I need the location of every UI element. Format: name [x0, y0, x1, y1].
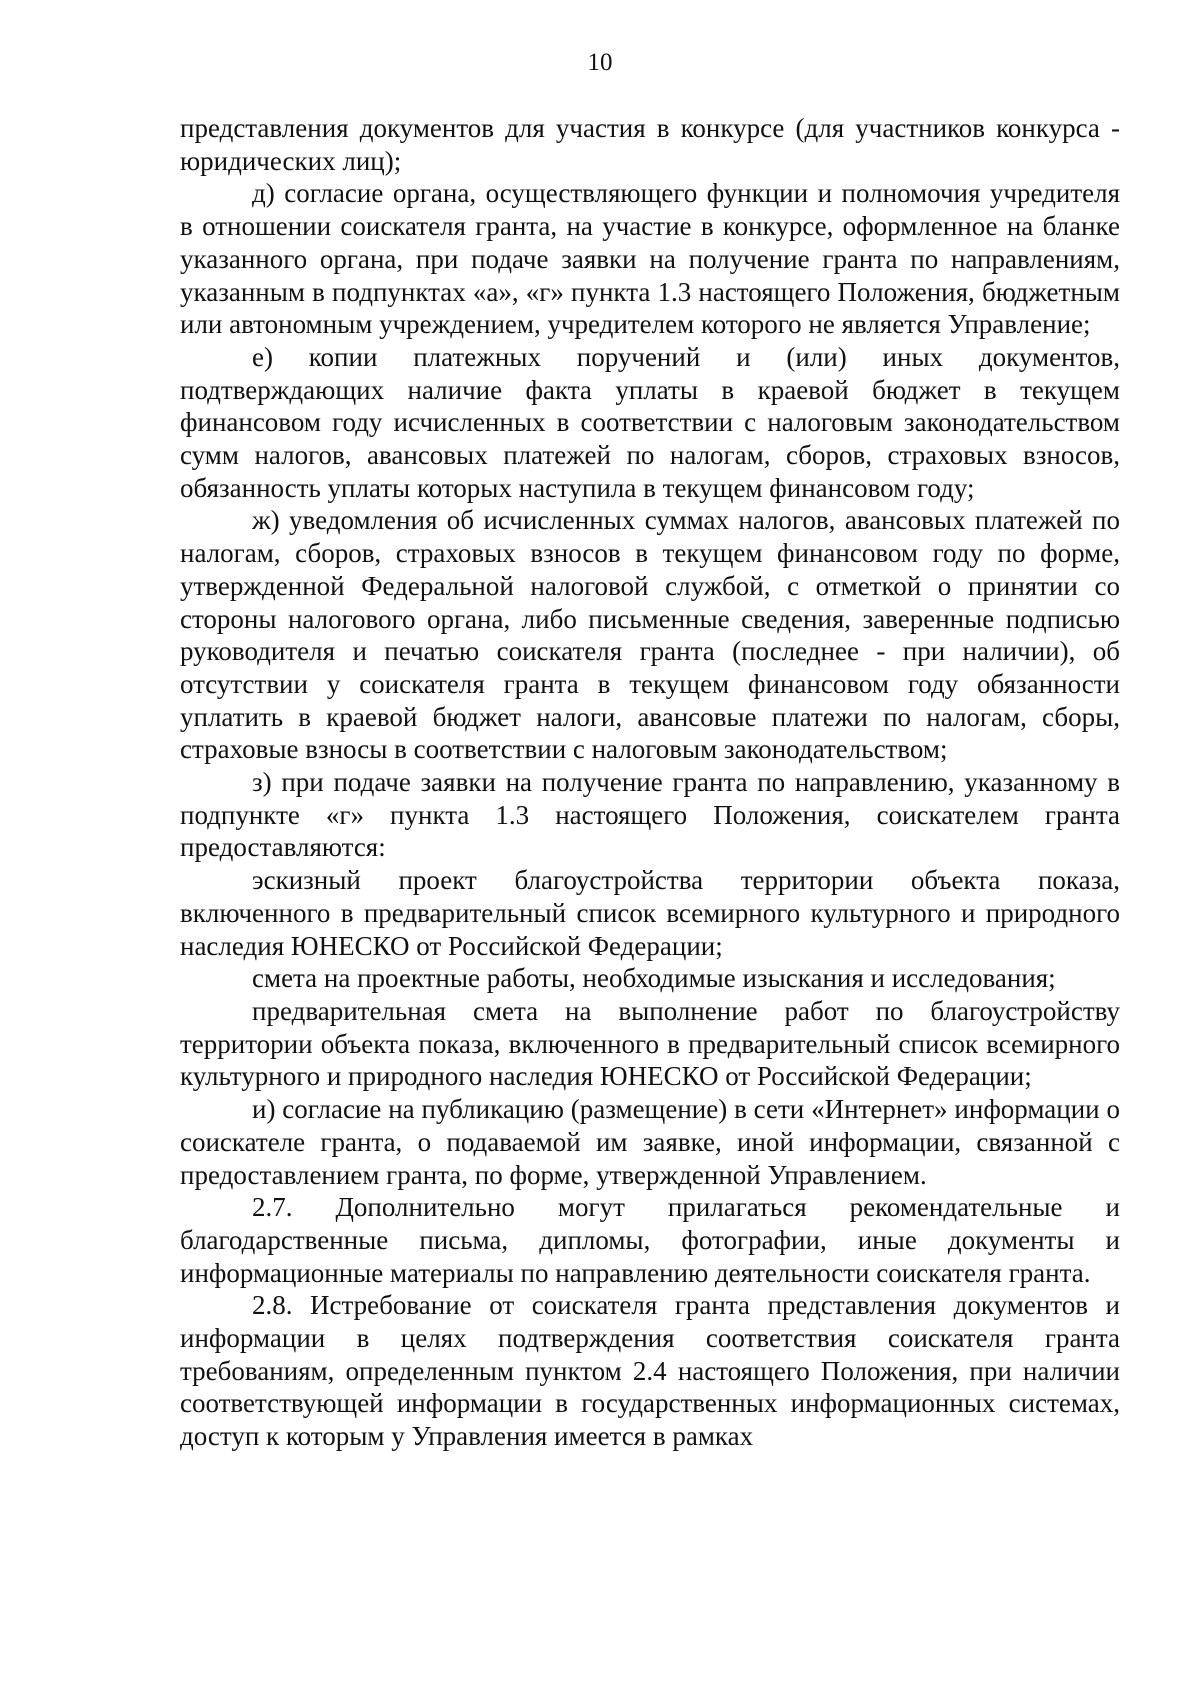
paragraph-2-8: 2.8. Истребование от соискателя гранта представления документов и информации в целях подтверждения соответствия соискателя гранта требованиям, определенным пунктом 2.4 настоящего Положения, при наличии соответствующей информации в государственных информационных системах, доступ к которым у Управления имеется в рамках: [180, 1290, 1120, 1452]
paragraph-item-i: и) согласие на публикацию (размещение) в сети «Интернет» информации о соискателе гранта, о подаваемой им заявке, иной информации, связанной с предоставлением гранта, по форме, утвержденной Управлением.: [180, 1094, 1120, 1190]
page-number: 10: [587, 49, 613, 76]
paragraph-sketch-project: эскизный проект благоустройства территории объекта показа, включенного в предварительный список всемирного культурного и природного наследия ЮНЕСКО от Российской Федерации;: [180, 865, 1120, 961]
paragraph-continuation: представления документов для участия в конкурсе (для участников конкурса - юридических лиц);: [180, 113, 1120, 176]
paragraph-preliminary-estimate: предварительная смета на выполнение работ по благоустройству территории объекта показа, включенного в предварительный список всемирного культурного и природного наследия ЮНЕСКО от Российской Федерации;: [180, 995, 1120, 1092]
paragraph-item-d: д) согласие органа, осуществляющего функции и полномочия учредителя в отношении соискателя гранта, на участие в конкурсе, оформленное на бланке указанного органа, при подаче заявки на получение гранта по направлениям, указанным в подпунктах «а», «г» пункта 1.3 настоящего Положения, бюджетным или автономным учреждением, учредителем которого не является Управление;: [180, 178, 1120, 340]
paragraph-design-estimate: смета на проектные работы, необходимые изыскания и исследования;: [252, 963, 1056, 994]
paragraph-item-e: е) копии платежных поручений и (или) иных документов, подтверждающих наличие факта уплаты в краевой бюджет в текущем финансовом году исчисленных в соответствии с налоговым законодательством сумм налогов, авансовых платежей по налогам, сборов, страховых взносов, обязанность уплаты которых наступила в текущем финансовом году;: [180, 341, 1120, 503]
document-body: [180, 112, 1120, 1453]
paragraph-item-z: з) при подаче заявки на получение гранта по направлению, указанному в подпункте «г» пункта 1.3 настоящего Положения, соискателем гранта предоставляются:: [180, 767, 1120, 863]
paragraph-item-zh: ж) уведомления об исчисленных суммах налогов, авансовых платежей по налогам, сборов, страховых взносов в текущем финансовом году по форме, утвержденной Федеральной налоговой службой, с отметкой о принятии со стороны налогового органа, либо письменные сведения, заверенные подписью руководителя и печатью соискателя гранта (последнее - при наличии), об отсутствии у соискателя гранта в текущем финансовом году обязанности уплатить в краевой бюджет налоги, авансовые платежи по налогам, сборы, страховые взносы в соответствии с налоговым законодательством;: [180, 505, 1120, 765]
paragraph-2-7: 2.7. Дополнительно могут прилагаться рекомендательные и благодарственные письма, дипломы, фотографии, иные документы и информационные материалы по направлению деятельности соискателя гранта.: [180, 1192, 1120, 1288]
